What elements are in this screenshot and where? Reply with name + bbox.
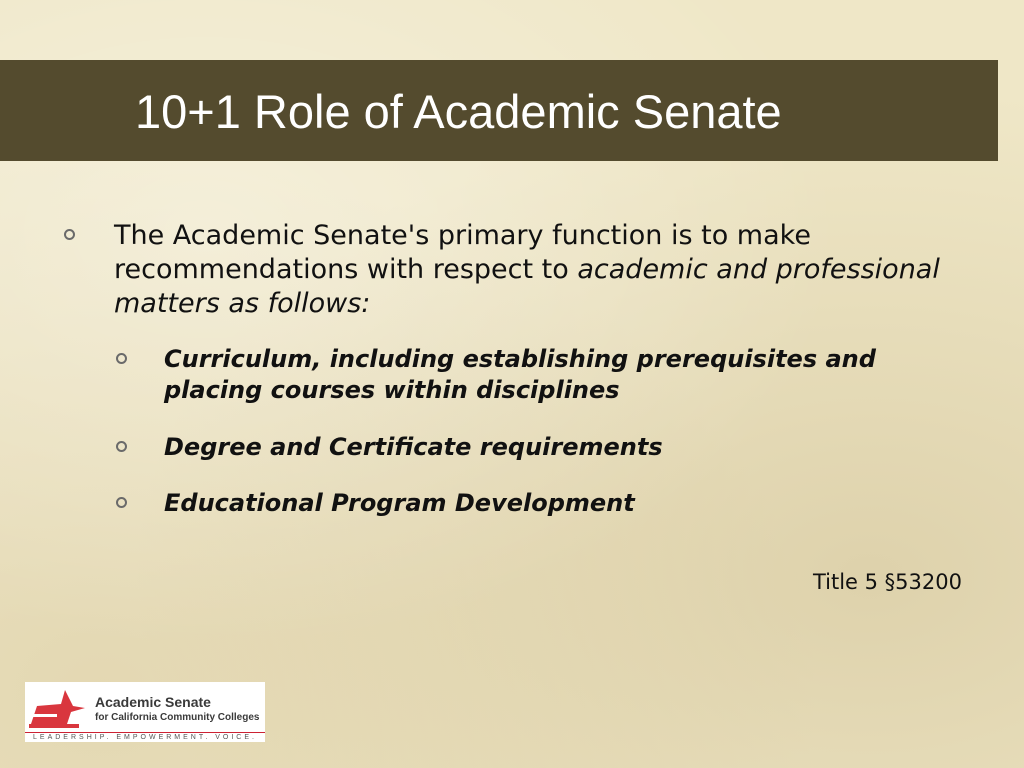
bullet-icon <box>116 441 127 452</box>
citation: Title 5 §53200 <box>812 570 962 594</box>
main-bullet-text <box>114 219 974 321</box>
sub-bullet-curriculum: Curriculum, including establishing prerequisites and placing courses within disciplines <box>164 345 876 404</box>
logo-tagline: LEADERSHIP. EMPOWERMENT. VOICE. <box>25 732 265 743</box>
sub-bullet-program: Educational Program Development <box>164 489 635 517</box>
logo-name: Academic Senate <box>95 694 211 710</box>
main-bullet-italic: academic and professional matters as follows: <box>114 254 940 319</box>
bullet-icon <box>116 497 127 508</box>
bullet-icon <box>116 353 127 364</box>
academic-senate-logo <box>25 682 265 742</box>
sub-bullet-degree: Degree and Certificate requirements <box>164 433 663 461</box>
slide-title: 10+1 Role of Academic Senate <box>135 85 782 138</box>
senate-emblem-icon <box>27 684 91 732</box>
bullet-icon <box>64 229 75 240</box>
logo-subtitle: for California Community Colleges <box>95 712 260 723</box>
main-bullet-plain: The Academic Senate's primary function is to make recommendations with respect to <box>114 220 811 285</box>
